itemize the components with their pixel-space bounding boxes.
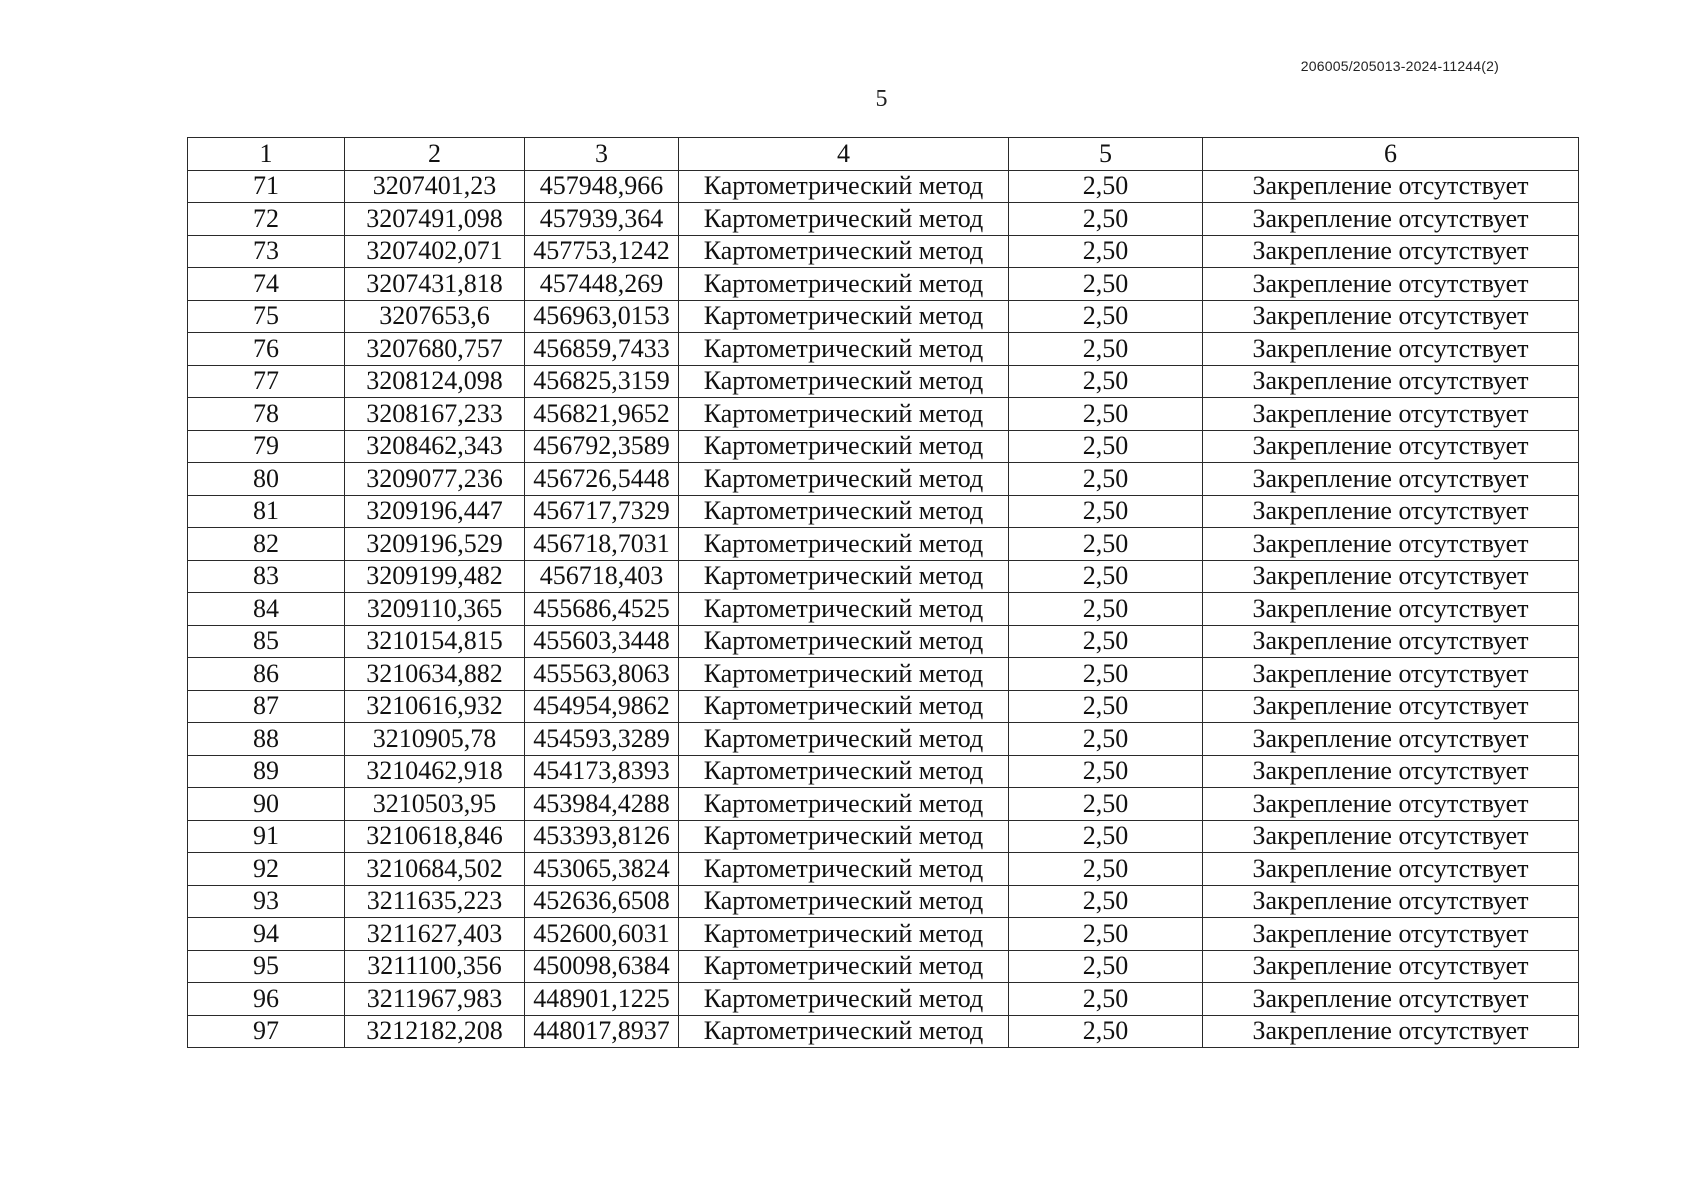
point-number-cell: 83	[188, 560, 345, 593]
point-number-cell: 75	[188, 300, 345, 333]
accuracy-cell: 2,50	[1009, 853, 1203, 886]
x-coordinate-cell: 3210616,932	[345, 690, 525, 723]
table-row	[188, 430, 1579, 463]
marking-cell: Закрепление отсутствует	[1203, 950, 1579, 983]
method-cell: Картометрический метод	[679, 365, 1009, 398]
accuracy-cell: 2,50	[1009, 950, 1203, 983]
y-coordinate-cell: 448017,8937	[525, 1015, 679, 1048]
y-coordinate-cell: 455563,8063	[525, 658, 679, 691]
point-number-cell: 97	[188, 1015, 345, 1048]
y-coordinate-cell: 453393,8126	[525, 820, 679, 853]
table-row	[188, 365, 1579, 398]
table-row	[188, 853, 1579, 886]
method-cell: Картометрический метод	[679, 658, 1009, 691]
column-header: 6	[1203, 138, 1579, 171]
point-number-cell: 77	[188, 365, 345, 398]
accuracy-cell: 2,50	[1009, 398, 1203, 431]
accuracy-cell: 2,50	[1009, 235, 1203, 268]
y-coordinate-cell: 455686,4525	[525, 593, 679, 626]
accuracy-cell: 2,50	[1009, 495, 1203, 528]
marking-cell: Закрепление отсутствует	[1203, 983, 1579, 1016]
point-number-cell: 94	[188, 918, 345, 951]
column-header: 5	[1009, 138, 1203, 171]
accuracy-cell: 2,50	[1009, 918, 1203, 951]
method-cell: Картометрический метод	[679, 528, 1009, 561]
point-number-cell: 90	[188, 788, 345, 821]
marking-cell: Закрепление отсутствует	[1203, 170, 1579, 203]
y-coordinate-cell: 455603,3448	[525, 625, 679, 658]
table-row	[188, 560, 1579, 593]
accuracy-cell: 2,50	[1009, 528, 1203, 561]
accuracy-cell: 2,50	[1009, 690, 1203, 723]
point-number-cell: 88	[188, 723, 345, 756]
point-number-cell: 71	[188, 170, 345, 203]
method-cell: Картометрический метод	[679, 1015, 1009, 1048]
y-coordinate-cell: 457939,364	[525, 203, 679, 236]
marking-cell: Закрепление отсутствует	[1203, 658, 1579, 691]
table-row	[188, 820, 1579, 853]
table-row	[188, 885, 1579, 918]
column-header: 4	[679, 138, 1009, 171]
table-header-row	[188, 138, 1579, 171]
accuracy-cell: 2,50	[1009, 268, 1203, 301]
method-cell: Картометрический метод	[679, 235, 1009, 268]
point-number-cell: 78	[188, 398, 345, 431]
x-coordinate-cell: 3210154,815	[345, 625, 525, 658]
marking-cell: Закрепление отсутствует	[1203, 885, 1579, 918]
y-coordinate-cell: 456718,403	[525, 560, 679, 593]
y-coordinate-cell: 453984,4288	[525, 788, 679, 821]
point-number-cell: 72	[188, 203, 345, 236]
marking-cell: Закрепление отсутствует	[1203, 398, 1579, 431]
method-cell: Картометрический метод	[679, 333, 1009, 366]
table-row	[188, 625, 1579, 658]
marking-cell: Закрепление отсутствует	[1203, 788, 1579, 821]
y-coordinate-cell: 452636,6508	[525, 885, 679, 918]
x-coordinate-cell: 3207402,071	[345, 235, 525, 268]
y-coordinate-cell: 456963,0153	[525, 300, 679, 333]
marking-cell: Закрепление отсутствует	[1203, 300, 1579, 333]
page-number: 5	[875, 86, 888, 112]
point-number-cell: 85	[188, 625, 345, 658]
y-coordinate-cell: 457448,269	[525, 268, 679, 301]
marking-cell: Закрепление отсутствует	[1203, 203, 1579, 236]
method-cell: Картометрический метод	[679, 625, 1009, 658]
x-coordinate-cell: 3210905,78	[345, 723, 525, 756]
point-number-cell: 93	[188, 885, 345, 918]
marking-cell: Закрепление отсутствует	[1203, 723, 1579, 756]
method-cell: Картометрический метод	[679, 430, 1009, 463]
marking-cell: Закрепление отсутствует	[1203, 235, 1579, 268]
table-row	[188, 300, 1579, 333]
y-coordinate-cell: 450098,6384	[525, 950, 679, 983]
table-row	[188, 1015, 1579, 1048]
y-coordinate-cell: 453065,3824	[525, 853, 679, 886]
y-coordinate-cell: 452600,6031	[525, 918, 679, 951]
accuracy-cell: 2,50	[1009, 203, 1203, 236]
document-id: 206005/205013-2024-11244(2)	[1300, 58, 1499, 74]
x-coordinate-cell: 3209199,482	[345, 560, 525, 593]
y-coordinate-cell: 456825,3159	[525, 365, 679, 398]
method-cell: Картометрический метод	[679, 723, 1009, 756]
x-coordinate-cell: 3207653,6	[345, 300, 525, 333]
x-coordinate-cell: 3210618,846	[345, 820, 525, 853]
method-cell: Картометрический метод	[679, 398, 1009, 431]
x-coordinate-cell: 3212182,208	[345, 1015, 525, 1048]
method-cell: Картометрический метод	[679, 983, 1009, 1016]
x-coordinate-cell: 3209196,529	[345, 528, 525, 561]
y-coordinate-cell: 456717,7329	[525, 495, 679, 528]
marking-cell: Закрепление отсутствует	[1203, 560, 1579, 593]
x-coordinate-cell: 3207401,23	[345, 170, 525, 203]
accuracy-cell: 2,50	[1009, 560, 1203, 593]
marking-cell: Закрепление отсутствует	[1203, 625, 1579, 658]
point-number-cell: 74	[188, 268, 345, 301]
x-coordinate-cell: 3211967,983	[345, 983, 525, 1016]
table-row	[188, 235, 1579, 268]
table-row	[188, 203, 1579, 236]
method-cell: Картометрический метод	[679, 593, 1009, 626]
table-row	[188, 398, 1579, 431]
y-coordinate-cell: 456718,7031	[525, 528, 679, 561]
point-number-cell: 81	[188, 495, 345, 528]
method-cell: Картометрический метод	[679, 170, 1009, 203]
marking-cell: Закрепление отсутствует	[1203, 333, 1579, 366]
x-coordinate-cell: 3210684,502	[345, 853, 525, 886]
table-row	[188, 658, 1579, 691]
marking-cell: Закрепление отсутствует	[1203, 593, 1579, 626]
table-row	[188, 495, 1579, 528]
accuracy-cell: 2,50	[1009, 463, 1203, 496]
point-number-cell: 89	[188, 755, 345, 788]
method-cell: Картометрический метод	[679, 853, 1009, 886]
y-coordinate-cell: 456821,9652	[525, 398, 679, 431]
marking-cell: Закрепление отсутствует	[1203, 853, 1579, 886]
y-coordinate-cell: 454173,8393	[525, 755, 679, 788]
marking-cell: Закрепление отсутствует	[1203, 1015, 1579, 1048]
accuracy-cell: 2,50	[1009, 333, 1203, 366]
method-cell: Картометрический метод	[679, 820, 1009, 853]
x-coordinate-cell: 3210634,882	[345, 658, 525, 691]
method-cell: Картометрический метод	[679, 918, 1009, 951]
table-row	[188, 268, 1579, 301]
y-coordinate-cell: 456792,3589	[525, 430, 679, 463]
y-coordinate-cell: 448901,1225	[525, 983, 679, 1016]
column-header: 1	[188, 138, 345, 171]
y-coordinate-cell: 457753,1242	[525, 235, 679, 268]
table-row	[188, 788, 1579, 821]
accuracy-cell: 2,50	[1009, 723, 1203, 756]
accuracy-cell: 2,50	[1009, 430, 1203, 463]
table-row	[188, 333, 1579, 366]
point-number-cell: 76	[188, 333, 345, 366]
accuracy-cell: 2,50	[1009, 983, 1203, 1016]
table-row	[188, 463, 1579, 496]
table-row	[188, 170, 1579, 203]
accuracy-cell: 2,50	[1009, 820, 1203, 853]
accuracy-cell: 2,50	[1009, 885, 1203, 918]
method-cell: Картометрический метод	[679, 300, 1009, 333]
accuracy-cell: 2,50	[1009, 593, 1203, 626]
table-row	[188, 918, 1579, 951]
table-body	[188, 170, 1579, 1048]
y-coordinate-cell: 454593,3289	[525, 723, 679, 756]
x-coordinate-cell: 3211100,356	[345, 950, 525, 983]
accuracy-cell: 2,50	[1009, 365, 1203, 398]
marking-cell: Закрепление отсутствует	[1203, 690, 1579, 723]
x-coordinate-cell: 3210462,918	[345, 755, 525, 788]
x-coordinate-cell: 3207491,098	[345, 203, 525, 236]
table-row	[188, 983, 1579, 1016]
point-number-cell: 95	[188, 950, 345, 983]
accuracy-cell: 2,50	[1009, 755, 1203, 788]
point-number-cell: 87	[188, 690, 345, 723]
column-header: 3	[525, 138, 679, 171]
x-coordinate-cell: 3208167,233	[345, 398, 525, 431]
marking-cell: Закрепление отсутствует	[1203, 268, 1579, 301]
point-number-cell: 79	[188, 430, 345, 463]
table-row	[188, 723, 1579, 756]
method-cell: Картометрический метод	[679, 950, 1009, 983]
y-coordinate-cell: 457948,966	[525, 170, 679, 203]
y-coordinate-cell: 454954,9862	[525, 690, 679, 723]
method-cell: Картометрический метод	[679, 885, 1009, 918]
coordinates-table	[187, 137, 1579, 1048]
point-number-cell: 80	[188, 463, 345, 496]
table-row	[188, 593, 1579, 626]
marking-cell: Закрепление отсутствует	[1203, 918, 1579, 951]
point-number-cell: 86	[188, 658, 345, 691]
marking-cell: Закрепление отсутствует	[1203, 463, 1579, 496]
marking-cell: Закрепление отсутствует	[1203, 755, 1579, 788]
x-coordinate-cell: 3207431,818	[345, 268, 525, 301]
method-cell: Картометрический метод	[679, 690, 1009, 723]
point-number-cell: 92	[188, 853, 345, 886]
x-coordinate-cell: 3208462,343	[345, 430, 525, 463]
point-number-cell: 91	[188, 820, 345, 853]
accuracy-cell: 2,50	[1009, 788, 1203, 821]
accuracy-cell: 2,50	[1009, 300, 1203, 333]
x-coordinate-cell: 3211627,403	[345, 918, 525, 951]
method-cell: Картометрический метод	[679, 788, 1009, 821]
point-number-cell: 84	[188, 593, 345, 626]
point-number-cell: 82	[188, 528, 345, 561]
table-row	[188, 690, 1579, 723]
table-row	[188, 755, 1579, 788]
method-cell: Картометрический метод	[679, 203, 1009, 236]
accuracy-cell: 2,50	[1009, 625, 1203, 658]
table-row	[188, 950, 1579, 983]
point-number-cell: 73	[188, 235, 345, 268]
accuracy-cell: 2,50	[1009, 1015, 1203, 1048]
marking-cell: Закрепление отсутствует	[1203, 820, 1579, 853]
method-cell: Картометрический метод	[679, 463, 1009, 496]
y-coordinate-cell: 456726,5448	[525, 463, 679, 496]
x-coordinate-cell: 3209077,236	[345, 463, 525, 496]
table-row	[188, 528, 1579, 561]
accuracy-cell: 2,50	[1009, 658, 1203, 691]
method-cell: Картометрический метод	[679, 495, 1009, 528]
x-coordinate-cell: 3208124,098	[345, 365, 525, 398]
x-coordinate-cell: 3207680,757	[345, 333, 525, 366]
method-cell: Картометрический метод	[679, 268, 1009, 301]
method-cell: Картометрический метод	[679, 560, 1009, 593]
x-coordinate-cell: 3211635,223	[345, 885, 525, 918]
y-coordinate-cell: 456859,7433	[525, 333, 679, 366]
marking-cell: Закрепление отсутствует	[1203, 528, 1579, 561]
marking-cell: Закрепление отсутствует	[1203, 495, 1579, 528]
x-coordinate-cell: 3210503,95	[345, 788, 525, 821]
x-coordinate-cell: 3209196,447	[345, 495, 525, 528]
point-number-cell: 96	[188, 983, 345, 1016]
accuracy-cell: 2,50	[1009, 170, 1203, 203]
coordinates-table-container	[187, 137, 1578, 1048]
x-coordinate-cell: 3209110,365	[345, 593, 525, 626]
method-cell: Картометрический метод	[679, 755, 1009, 788]
marking-cell: Закрепление отсутствует	[1203, 365, 1579, 398]
marking-cell: Закрепление отсутствует	[1203, 430, 1579, 463]
column-header: 2	[345, 138, 525, 171]
